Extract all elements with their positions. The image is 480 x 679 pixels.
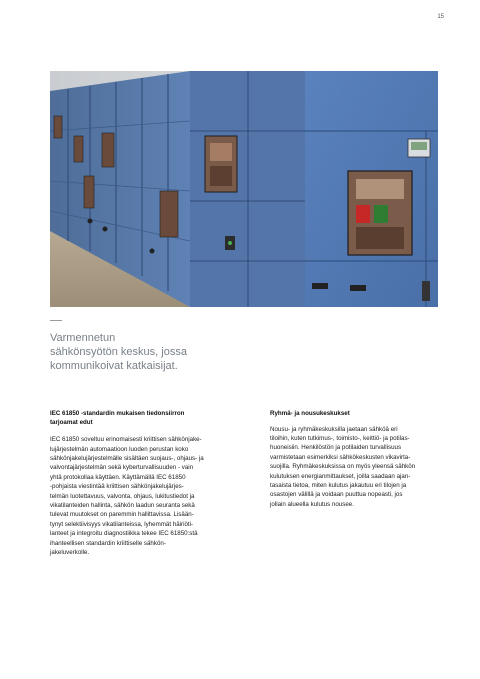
body-line: tulevat muutokset on paremmin hallittavissa. Lisään- xyxy=(50,511,194,519)
body-line: yhtä protokollaa käyttäen. Käyttämällä IEC 61850 xyxy=(50,473,186,481)
body-line: lanteet ja integroitu diagnostiikka tekee IEC 61850:stä xyxy=(50,530,198,538)
body-line: -pohjaista viestintää kriittisen sähkönjakelujärjes- xyxy=(50,483,184,491)
heading-line: Ryhmä- ja nousukeskukset xyxy=(270,410,350,417)
pull-quote xyxy=(50,331,250,373)
body-line: tasaista tietoa, miten kulutus jakautuu eri tilojen ja xyxy=(270,482,407,490)
quote-line: Varmennetun xyxy=(50,332,116,344)
quote-line: sähkönsyötön keskus, jossa xyxy=(50,346,187,358)
page-number: 15 xyxy=(437,14,444,20)
body-line: tynyt selektiivisyys vikatilanteissa, lyhemmät häiriöti- xyxy=(50,520,194,528)
quote-line: kommunikoivat katkaisijat. xyxy=(50,360,178,372)
heading-line: IEC 61850 -standardin mukaisen tiedonsiirron xyxy=(50,410,185,417)
right-section-heading xyxy=(270,410,455,419)
body-line: varmistetaan esimerkiksi sähkökeskusten vikavirta- xyxy=(270,453,411,461)
body-line: huoneisiin. Henkilöstön ja potilaiden turvallisuus xyxy=(270,444,402,452)
body-line: vikatilanteiden hallinta, sähkön laadun seuranta sekä xyxy=(50,502,195,510)
body-line: ihanteellisen standardin kriittiselle sähkön- xyxy=(50,539,166,547)
switchgear-illustration xyxy=(50,71,438,307)
body-line: tiloihin, kuten tutkimus-, toimisto-, keittiö- ja potilas- xyxy=(270,435,410,442)
body-line: IEC 61850 soveltuu erinomaisesti kriittisen sähkönjake- xyxy=(50,436,202,444)
left-section-body xyxy=(50,435,235,557)
body-line: sähkönjakelujärjestelmälle sisältäen suojaus-, ohjaus- ja xyxy=(50,455,204,462)
body-line: telmän luotettavuus, valvonta, ohjaus, lukitustiedot ja xyxy=(50,492,195,500)
body-line: valvontajärjestelmän sekä kyberturvallisuuden - vain xyxy=(50,464,194,472)
body-line: kulutuksen energianmittaukset, joilla saadaan ajan- xyxy=(270,472,411,480)
body-line: jollain alueella kulutus nousee. xyxy=(270,500,354,508)
heading-line: tarjoamat edut xyxy=(50,418,93,426)
quote-rule xyxy=(50,320,62,321)
left-column xyxy=(50,410,235,557)
body-line: suojilla. Ryhmäkeskuksissa on myös yleensä sähkön xyxy=(270,463,416,471)
body-line: lujärjestelmän automaatioon luoden perustan koko xyxy=(50,445,189,453)
right-section-body xyxy=(270,425,455,510)
switchgear-photo xyxy=(50,71,438,307)
right-column xyxy=(270,410,455,509)
left-section-heading xyxy=(50,410,235,427)
body-line: jakeluverkolle. xyxy=(50,549,90,557)
body-line: osastojen välillä ja voidaan puuttua nopeasti, jos xyxy=(270,491,403,499)
body-line: Nousu- ja ryhmäkeskuksilla jaetaan sähköä eri xyxy=(270,425,398,433)
